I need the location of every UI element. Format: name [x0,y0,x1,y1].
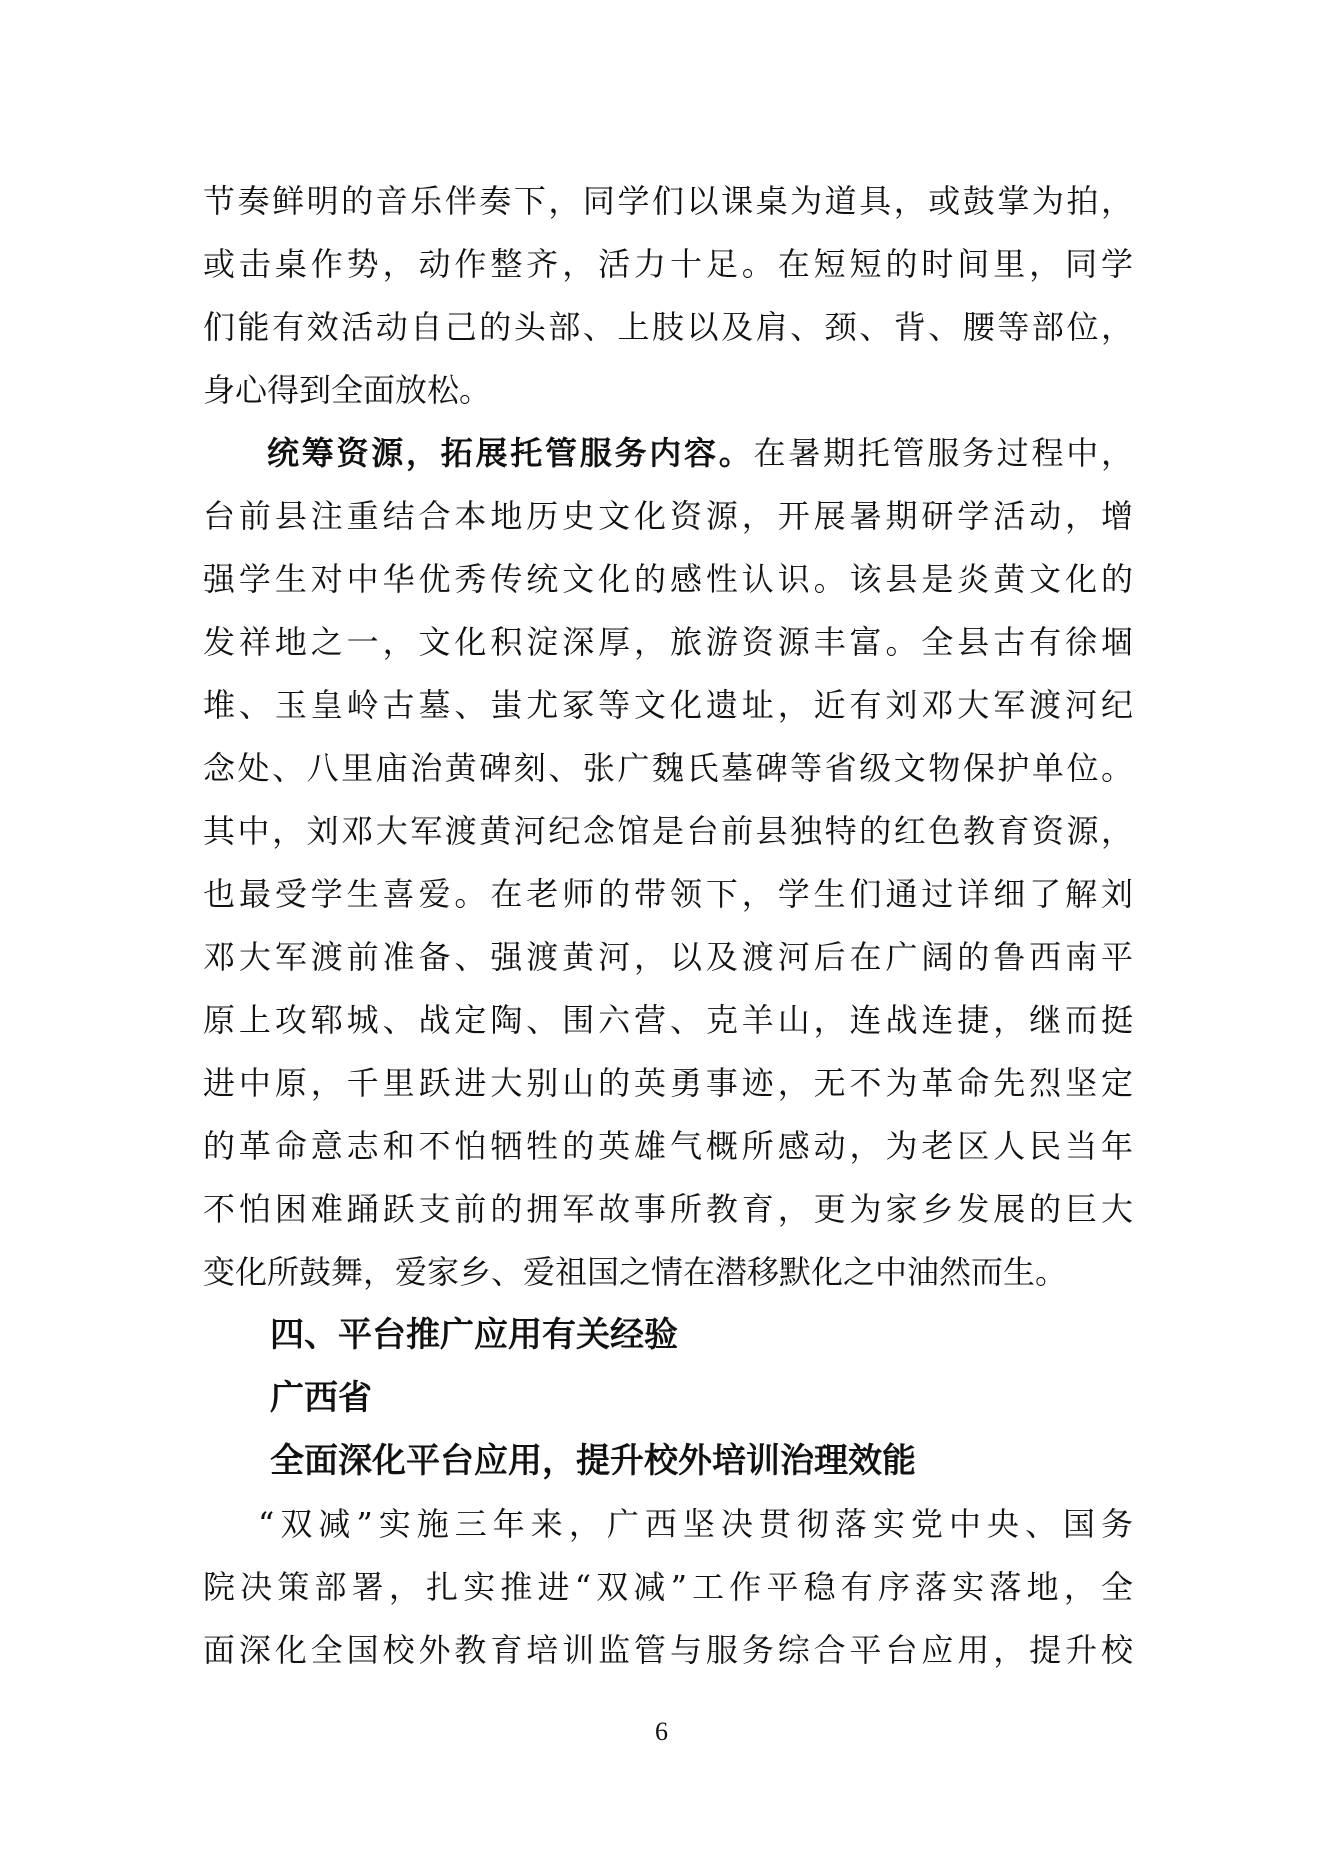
paragraph-first-line [267,422,1133,484]
body-text-line: 进中原，千里跃进大别山的英勇事迹，无不为革命先烈坚定 [203,1064,1133,1102]
body-text-line: 堆、玉皇岭古墓、蚩尤冢等文化遗址，近有刘邓大军渡河纪 [203,686,1133,724]
body-text-line: 身心得到全面放松。 [203,371,492,409]
body-text-line: 们能有效活动自己的头部、上肢以及肩、颈、背、腰等部位， [203,308,1133,346]
body-text-line: 的革命意志和不怕牺牲的英雄气概所感动，为老区人民当年 [203,1127,1133,1165]
body-text-line: 变化所鼓舞，爱家乡、爱祖国之情在潜移默化之中油然而生。 [203,1253,1068,1291]
page-number: 6 [655,1717,668,1746]
body-text-line: 邓大军渡前准备、强渡黄河，以及渡河后在广阔的鲁西南平 [203,938,1133,976]
paragraph-first-line: “双减”实施三年来，广西坚决贯彻落实党中央、国务 [258,1505,1133,1543]
paragraph-lead-rest: 在暑期托管服务过程中， [753,434,1133,472]
province-heading: 广西省 [270,1378,372,1418]
body-text-line: 强学生对中华优秀传统文化的感性认识。该县是炎黄文化的 [203,560,1133,598]
section-heading: 四、平台推广应用有关经验 [270,1315,678,1355]
body-text-line: 不怕困难踊跃支前的拥军故事所教育，更为家乡发展的巨大 [203,1190,1133,1228]
body-text-line: 院决策部署，扎实推进“双减”工作平稳有序落实落地，全 [203,1568,1133,1606]
body-text-line: 原上攻郓城、战定陶、围六营、克羊山，连战连捷，继而挺 [203,1001,1133,1039]
body-text-line: 或击桌作势，动作整齐，活力十足。在短短的时间里，同学 [203,245,1133,283]
body-text-line: 发祥地之一，文化积淀深厚，旅游资源丰富。全县古有徐堌 [203,623,1133,661]
body-text-line: 节奏鲜明的音乐伴奏下，同学们以课桌为道具，或鼓掌为拍， [203,182,1133,220]
body-text-line: 念处、八里庙治黄碑刻、张广魏氏墓碑等省级文物保护单位。 [203,749,1133,787]
body-text-line: 其中，刘邓大军渡黄河纪念馆是台前县独特的红色教育资源， [203,812,1133,850]
body-text-line: 面深化全国校外教育培训监管与服务综合平台应用，提升校 [203,1631,1133,1669]
paragraph-lead-bold: 统筹资源，拓展托管服务内容。 [267,434,754,472]
article-title: 全面深化平台应用，提升校外培训治理效能 [270,1441,916,1481]
body-text-line: 也最受学生喜爱。在老师的带领下，学生们通过详细了解刘 [203,875,1133,913]
body-text-line: 台前县注重结合本地历史文化资源，开展暑期研学活动，增 [203,497,1133,535]
